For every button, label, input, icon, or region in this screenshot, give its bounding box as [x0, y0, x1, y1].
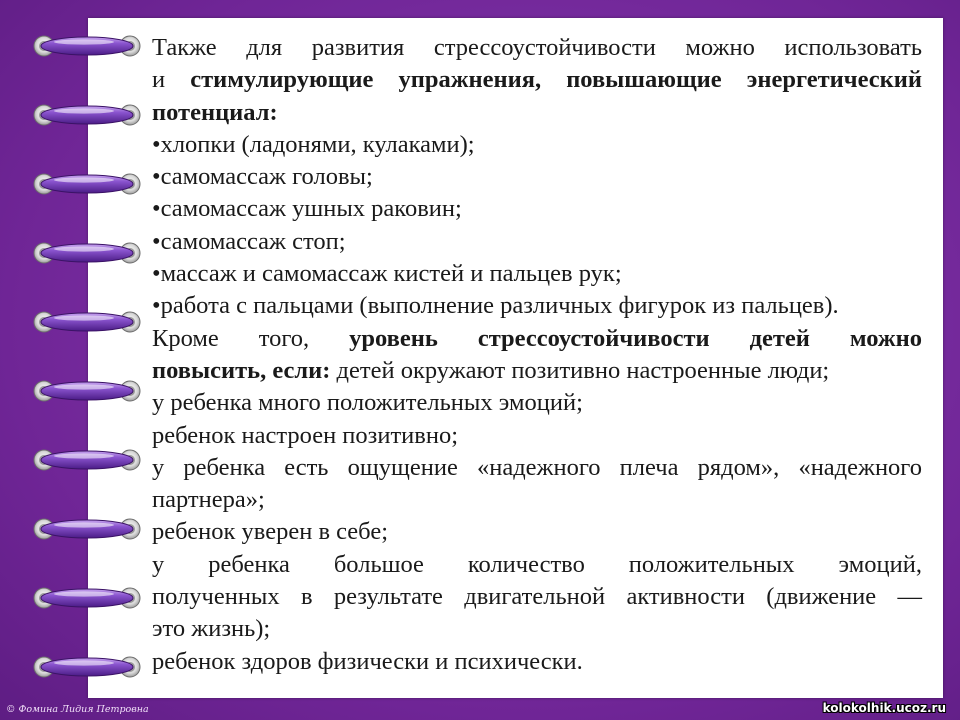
text-segment: полученных в результате двигательной активности (движение —	[152, 583, 922, 611]
text-line	[152, 646, 922, 678]
text-segment: Кроме того,	[152, 324, 350, 352]
text-line	[152, 484, 922, 516]
text-line	[152, 452, 922, 484]
text-segment: •работа с пальцами (выполнение различных фигурок из пальцев).	[152, 292, 839, 320]
spiral-ring-icon	[32, 651, 142, 683]
text-line	[152, 387, 922, 419]
spiral-ring-icon	[32, 513, 142, 545]
bold-text-segment: стимулирующие упражнения, повышающие энергетический	[190, 66, 922, 94]
text-line	[152, 161, 922, 193]
spiral-ring-icon	[32, 99, 142, 131]
spiral-ring-icon	[32, 582, 142, 614]
text-line	[152, 226, 922, 258]
text-line	[152, 613, 922, 645]
text-segment: •самомассаж стоп;	[152, 227, 346, 255]
text-segment: у ребенка много положительных эмоций;	[152, 389, 583, 417]
spiral-ring-icon	[32, 306, 142, 338]
text-segment: •массаж и самомассаж кистей и пальцев рук;	[152, 260, 622, 288]
spiral-ring-icon	[32, 375, 142, 407]
bold-text-segment: уровень стрессоустойчивости детей можно	[349, 324, 922, 352]
text-segment: у ребенка есть ощущение «надежного плеча рядом», «надежного	[152, 453, 922, 481]
text-segment: ребенок здоров физически и психически.	[152, 647, 583, 675]
text-segment: это жизнь);	[152, 615, 271, 643]
text-segment: •самомассаж головы;	[152, 163, 373, 191]
text-segment: •самомассаж ушных раковин;	[152, 195, 462, 223]
text-line	[152, 64, 922, 96]
spiral-ring-icon	[32, 30, 142, 62]
text-line	[152, 97, 922, 129]
text-segment: •хлопки (ладонями, кулаками);	[152, 130, 475, 158]
spiral-binding	[0, 0, 150, 720]
bold-text-segment: потенциал:	[152, 98, 278, 126]
text-line	[152, 549, 922, 581]
text-segment: и	[152, 66, 191, 94]
text-line	[152, 193, 922, 225]
site-watermark: kolokolhik.ucoz.ru	[822, 701, 946, 715]
spiral-ring-icon	[32, 444, 142, 476]
text-line	[152, 420, 922, 452]
spiral-ring-icon	[32, 237, 142, 269]
text-segment: у ребенка большое количество положительных эмоций,	[152, 550, 922, 578]
text-line	[152, 258, 922, 290]
text-segment: партнера»;	[152, 486, 265, 514]
text-segment: ребенок уверен в себе;	[152, 518, 389, 546]
text-segment: ребенок настроен позитивно;	[152, 421, 459, 449]
text-line	[152, 290, 922, 322]
text-line	[152, 129, 922, 161]
text-line	[152, 355, 922, 387]
spiral-ring-icon	[32, 168, 142, 200]
copyright-caption: © Фомина Лидия Петровна	[6, 704, 149, 715]
text-line	[152, 323, 922, 355]
text-segment: Также для развития стрессоустойчивости можно использовать	[152, 34, 922, 61]
slide-text	[152, 32, 922, 678]
text-line	[152, 581, 922, 613]
text-line	[152, 516, 922, 548]
bold-text-segment: повысить, если:	[152, 356, 331, 384]
text-segment: детей окружают позитивно настроенные люди;	[330, 356, 830, 384]
text-line	[152, 32, 922, 64]
